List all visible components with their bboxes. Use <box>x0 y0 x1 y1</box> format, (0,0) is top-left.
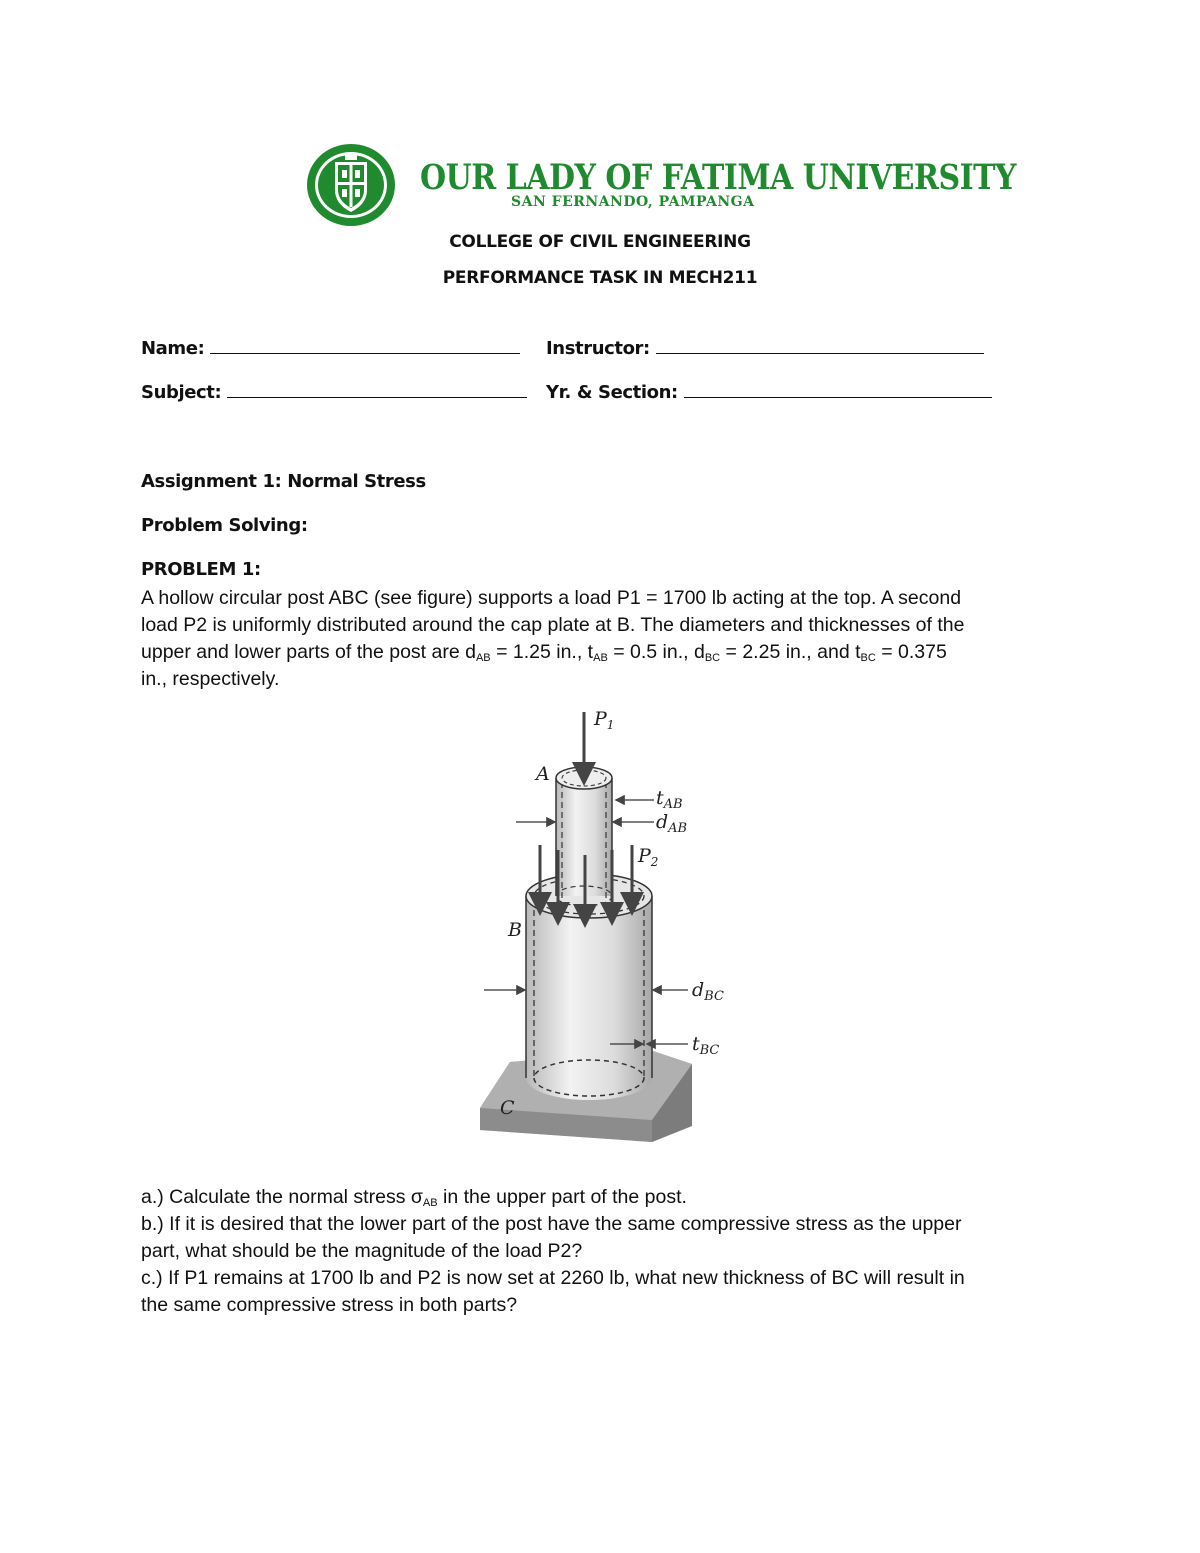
label-tbc: $t_{BC}$ <box>692 1033 720 1058</box>
assignment-subtitle: Problem Solving: <box>141 515 308 536</box>
instructor-field[interactable] <box>546 338 984 359</box>
label-tab: $t_{AB}$ <box>656 787 683 812</box>
label-p2: $P_2$ <box>638 845 659 869</box>
name-blank[interactable] <box>210 339 520 354</box>
subject-field[interactable] <box>141 382 527 403</box>
subject-label: Subject: <box>141 382 222 403</box>
question-c-line-1: c.) If P1 remains at 1700 lb and P2 is now set at 2260 lb, what new thickness of BC will result in <box>141 1267 965 1289</box>
university-location: SAN FERNANDO, PAMPANGA <box>511 194 755 210</box>
label-c: C <box>500 1097 515 1119</box>
post-figure <box>470 700 750 1150</box>
assignment-title: Assignment 1: Normal Stress <box>141 471 426 492</box>
section-field[interactable] <box>546 382 992 403</box>
instructor-blank[interactable] <box>656 339 984 354</box>
label-a: A <box>536 763 550 785</box>
subject-blank[interactable] <box>227 383 527 398</box>
name-field[interactable] <box>141 338 520 359</box>
question-b-line-1: b.) If it is desired that the lower part of the post have the same compressive stress as the upper <box>141 1213 962 1235</box>
problem-line-2: load P2 is uniformly distributed around the cap plate at B. The diameters and thicknesses of the <box>141 614 965 636</box>
university-seal <box>305 142 397 228</box>
task-title: PERFORMANCE TASK IN MECH211 <box>442 268 758 288</box>
label-p1: $P_1$ <box>594 708 615 732</box>
label-dab: $d_{AB}$ <box>656 811 688 836</box>
instructor-label: Instructor: <box>546 338 650 359</box>
questions <box>141 1184 1061 1319</box>
section-blank[interactable] <box>684 383 992 398</box>
problem-line-3: upper and lower parts of the post are $d_{AB} = 1.25$ in., $t_{AB} = 0.5$ in., $d_{BC} = 2.25$ in., and $t_{BC} = 0.375$ <box>141 641 947 664</box>
problem-line-1: A hollow circular post ABC (see figure) supports a load P1 = 1700 lb acting at the top. A second <box>141 587 962 609</box>
university-name: OUR LADY OF FATIMA UNIVERSITY <box>420 158 1016 199</box>
label-b: B <box>508 919 522 941</box>
college-title: COLLEGE OF CIVIL ENGINEERING <box>449 232 751 252</box>
question-a: a.) Calculate the normal stress $\sigma_{AB}$ in the upper part of the post. <box>141 1186 687 1209</box>
problem-label: PROBLEM 1: <box>141 559 261 580</box>
problem-statement <box>141 585 1061 693</box>
question-c-line-2: the same compressive stress in both parts? <box>141 1294 518 1316</box>
label-dbc: $d_{BC}$ <box>692 979 724 1004</box>
problem-line-4: in., respectively. <box>141 668 280 690</box>
name-label: Name: <box>141 338 205 359</box>
hollow-post-diagram <box>470 700 750 1150</box>
question-b-line-2: part, what should be the magnitude of the load P2? <box>141 1240 583 1262</box>
lower-cylinder <box>526 896 652 1078</box>
seal-icon <box>305 142 397 228</box>
section-label: Yr. & Section: <box>546 382 678 403</box>
